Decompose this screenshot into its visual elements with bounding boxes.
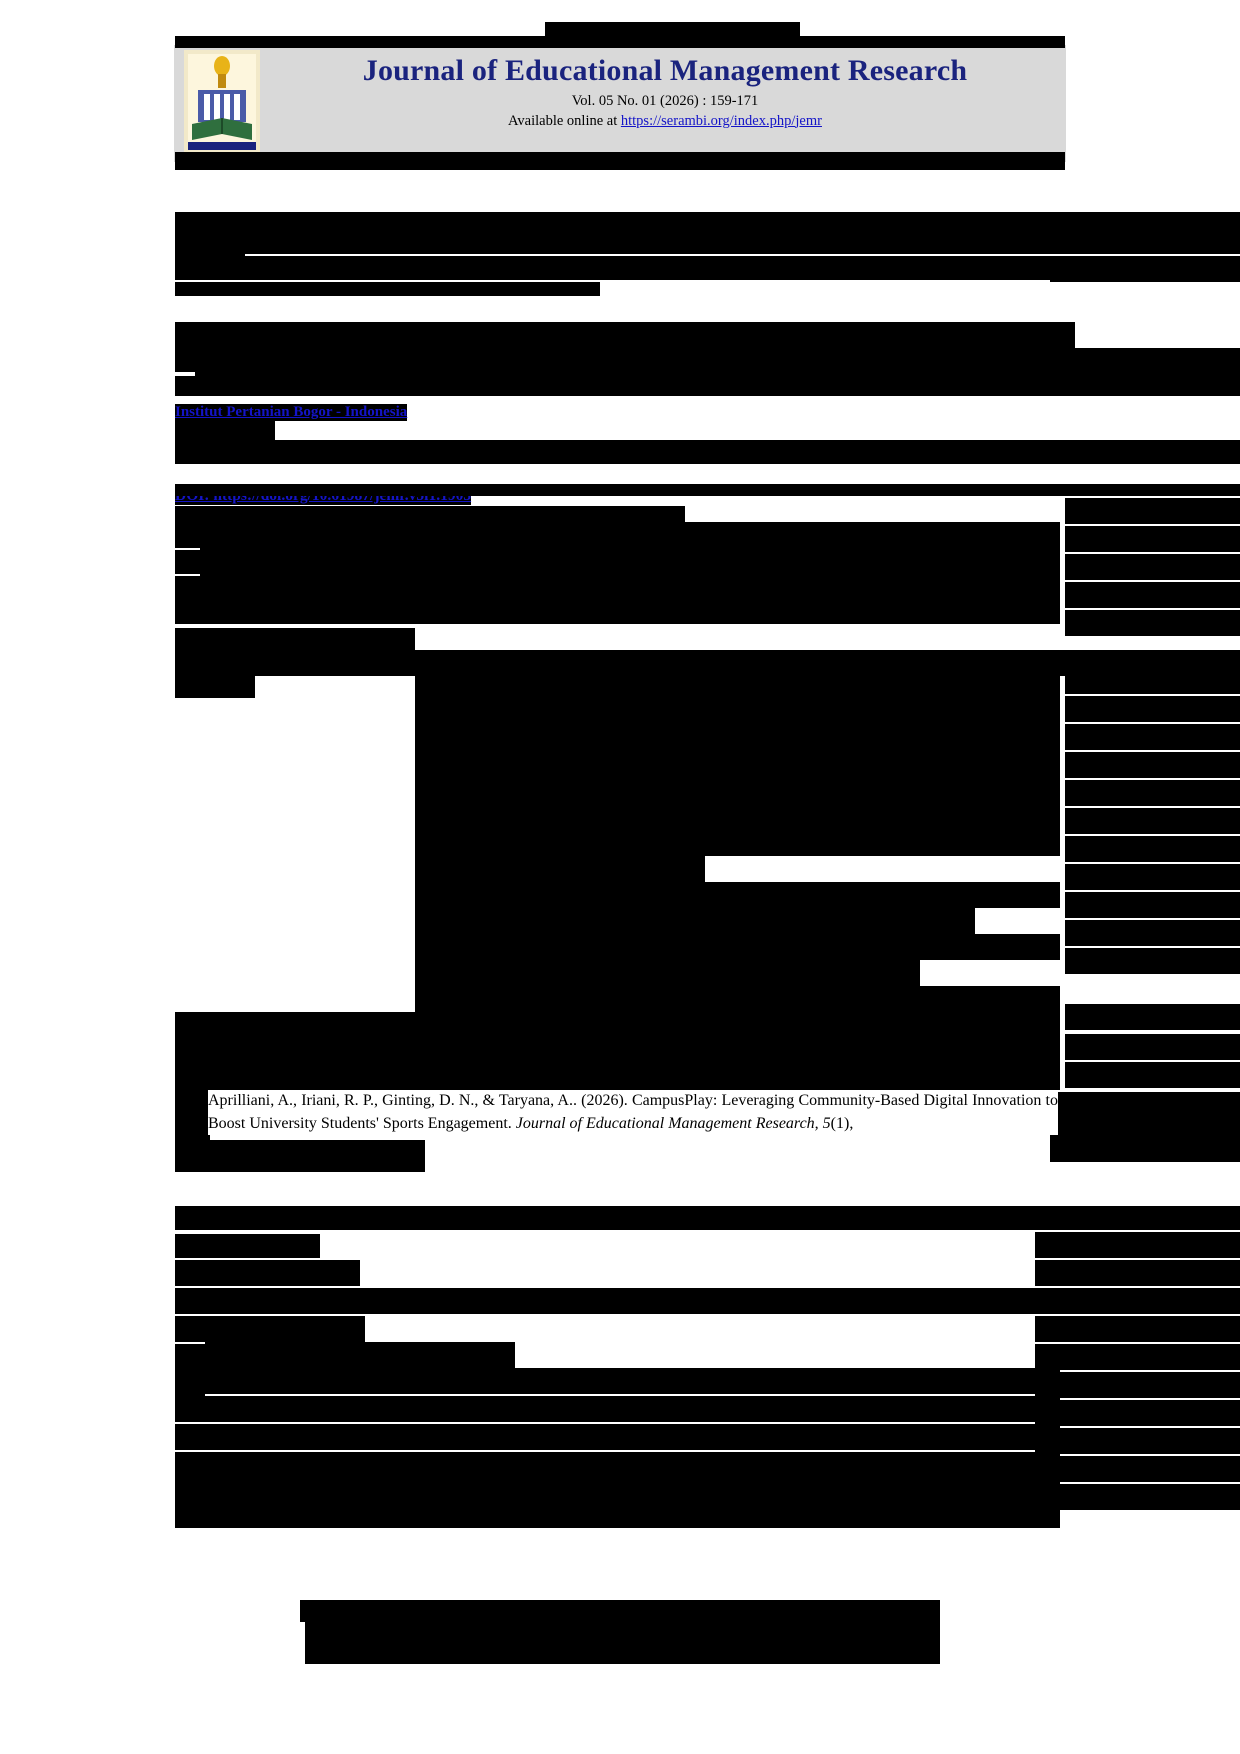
redaction-bar <box>255 1234 320 1258</box>
journal-availability-line <box>275 113 1055 130</box>
redaction-bar <box>1065 864 1240 890</box>
redaction-bar <box>1065 668 1240 694</box>
redaction-bar <box>415 676 1060 700</box>
redaction-bar <box>175 440 1240 464</box>
redaction-bar <box>175 1038 1060 1064</box>
redaction-bar <box>415 882 1060 908</box>
redaction-bar <box>415 804 1060 830</box>
journal-volume-line: Vol. 05 No. 01 (2026) : 159-171 <box>571 92 759 109</box>
redaction-bar <box>1065 498 1240 524</box>
redaction-bar <box>1065 920 1240 946</box>
redaction-bar <box>1035 1484 1240 1510</box>
citation-authors: Aprilliani, A., Iriani, R. P., Ginting, D. N., & Taryana, A.. (2026). <box>208 1092 628 1109</box>
redaction-bar <box>175 1062 1060 1090</box>
redaction-bar <box>1035 1372 1240 1398</box>
redaction-bar <box>415 986 1060 1012</box>
redaction-bar <box>1065 948 1240 974</box>
redaction-bar <box>175 1478 1060 1504</box>
redaction-bar <box>1035 1456 1240 1482</box>
masthead-text-block <box>275 54 1055 130</box>
redaction-bar <box>205 1342 515 1368</box>
redaction-bar <box>415 830 1060 856</box>
redaction-bar <box>175 1452 390 1478</box>
redaction-bar <box>175 1090 210 1160</box>
redaction-bar <box>175 36 1065 48</box>
redaction-bar <box>200 598 1060 624</box>
redaction-bar <box>1035 1344 1240 1370</box>
redaction-bar <box>175 1396 265 1422</box>
redaction-bar <box>1065 582 1240 608</box>
affiliation-link[interactable]: Institut Pertanian Bogor - Indonesia <box>175 404 408 420</box>
redaction-bar <box>175 1424 580 1450</box>
redaction-bar <box>1035 1260 1240 1286</box>
redaction-bar <box>1065 752 1240 778</box>
redaction-bar <box>1065 610 1240 636</box>
redaction-bar <box>175 322 1075 350</box>
redaction-bar <box>195 348 1240 376</box>
citation-journal: Journal of Educational Management Research, 5 <box>515 1114 831 1132</box>
citation-title: CampusPlay: Leveraging Community-Based Digital Innovation to Boost University Students' Sports Engagement. <box>208 1092 1058 1132</box>
redaction-bar <box>460 1600 805 1622</box>
redaction-bar <box>1065 724 1240 750</box>
journal-title: Journal of Educational Management Research <box>362 54 968 87</box>
redaction-bar <box>1065 696 1240 722</box>
journal-url-link[interactable]: https://serambi.org/index.php/jemr <box>620 112 822 129</box>
journal-emblem-logo <box>184 50 260 154</box>
redaction-bar <box>175 212 1240 254</box>
redaction-bar <box>415 960 920 986</box>
redaction-bar <box>175 282 600 296</box>
redaction-bar <box>1065 808 1240 834</box>
redaction-bar <box>415 934 1060 960</box>
redaction-bar <box>175 550 200 574</box>
redaction-bar <box>1050 256 1240 282</box>
redaction-bar <box>1065 1062 1240 1088</box>
redaction-bar <box>175 576 200 600</box>
citation-issue: (1), <box>830 1114 854 1132</box>
redaction-bar <box>1035 1232 1240 1258</box>
redaction-bar <box>175 1260 360 1286</box>
redaction-bar <box>1035 1288 1240 1314</box>
redaction-bar <box>415 752 1060 778</box>
redaction-bar <box>175 420 275 440</box>
redaction-bar <box>175 628 415 650</box>
redaction-bar <box>175 152 1065 170</box>
redaction-bar <box>205 1368 1060 1394</box>
redaction-bar <box>1035 1400 1240 1426</box>
redaction-bar <box>415 856 705 882</box>
redaction-bar <box>175 1316 365 1342</box>
redaction-bar <box>580 1424 1060 1450</box>
redaction-bar <box>415 908 975 934</box>
redaction-bar <box>265 1396 1060 1422</box>
availability-prefix: Available online at <box>508 112 618 129</box>
redaction-bar <box>175 1344 205 1370</box>
redaction-bar <box>415 726 1060 752</box>
redaction-bar <box>175 1504 1060 1528</box>
redaction-bar <box>175 676 255 698</box>
apa-citation <box>208 1090 1058 1135</box>
redaction-bar <box>175 600 200 624</box>
redaction-bar <box>200 548 1060 574</box>
redaction-bar <box>1065 892 1240 918</box>
redaction-bar <box>415 700 1060 726</box>
redaction-bar <box>200 574 1060 600</box>
redaction-bar <box>1065 836 1240 862</box>
redaction-bar <box>1065 1034 1240 1060</box>
redaction-bar <box>175 376 1240 396</box>
redaction-bar <box>1050 1092 1240 1162</box>
redaction-bar <box>1035 1316 1240 1342</box>
redaction-bar <box>415 778 1060 804</box>
redaction-bar <box>1065 1004 1240 1030</box>
redaction-bar <box>175 1206 1240 1230</box>
redaction-bar <box>200 522 1060 548</box>
redaction-bar <box>175 1288 1060 1314</box>
redaction-bar <box>545 22 800 36</box>
journal-masthead <box>174 45 1066 162</box>
redaction-bar <box>175 256 1050 280</box>
redaction-bar <box>305 1622 940 1664</box>
redaction-bar <box>175 1012 1060 1038</box>
redaction-bar <box>175 524 200 548</box>
redaction-bar <box>1065 554 1240 580</box>
redaction-bar <box>175 1370 205 1396</box>
redaction-bar <box>1065 526 1240 552</box>
redaction-bar <box>390 1452 1060 1478</box>
redaction-bar <box>1035 1428 1240 1454</box>
redaction-bar <box>175 484 1240 496</box>
redaction-bar <box>175 1140 425 1172</box>
redaction-bar <box>1065 780 1240 806</box>
